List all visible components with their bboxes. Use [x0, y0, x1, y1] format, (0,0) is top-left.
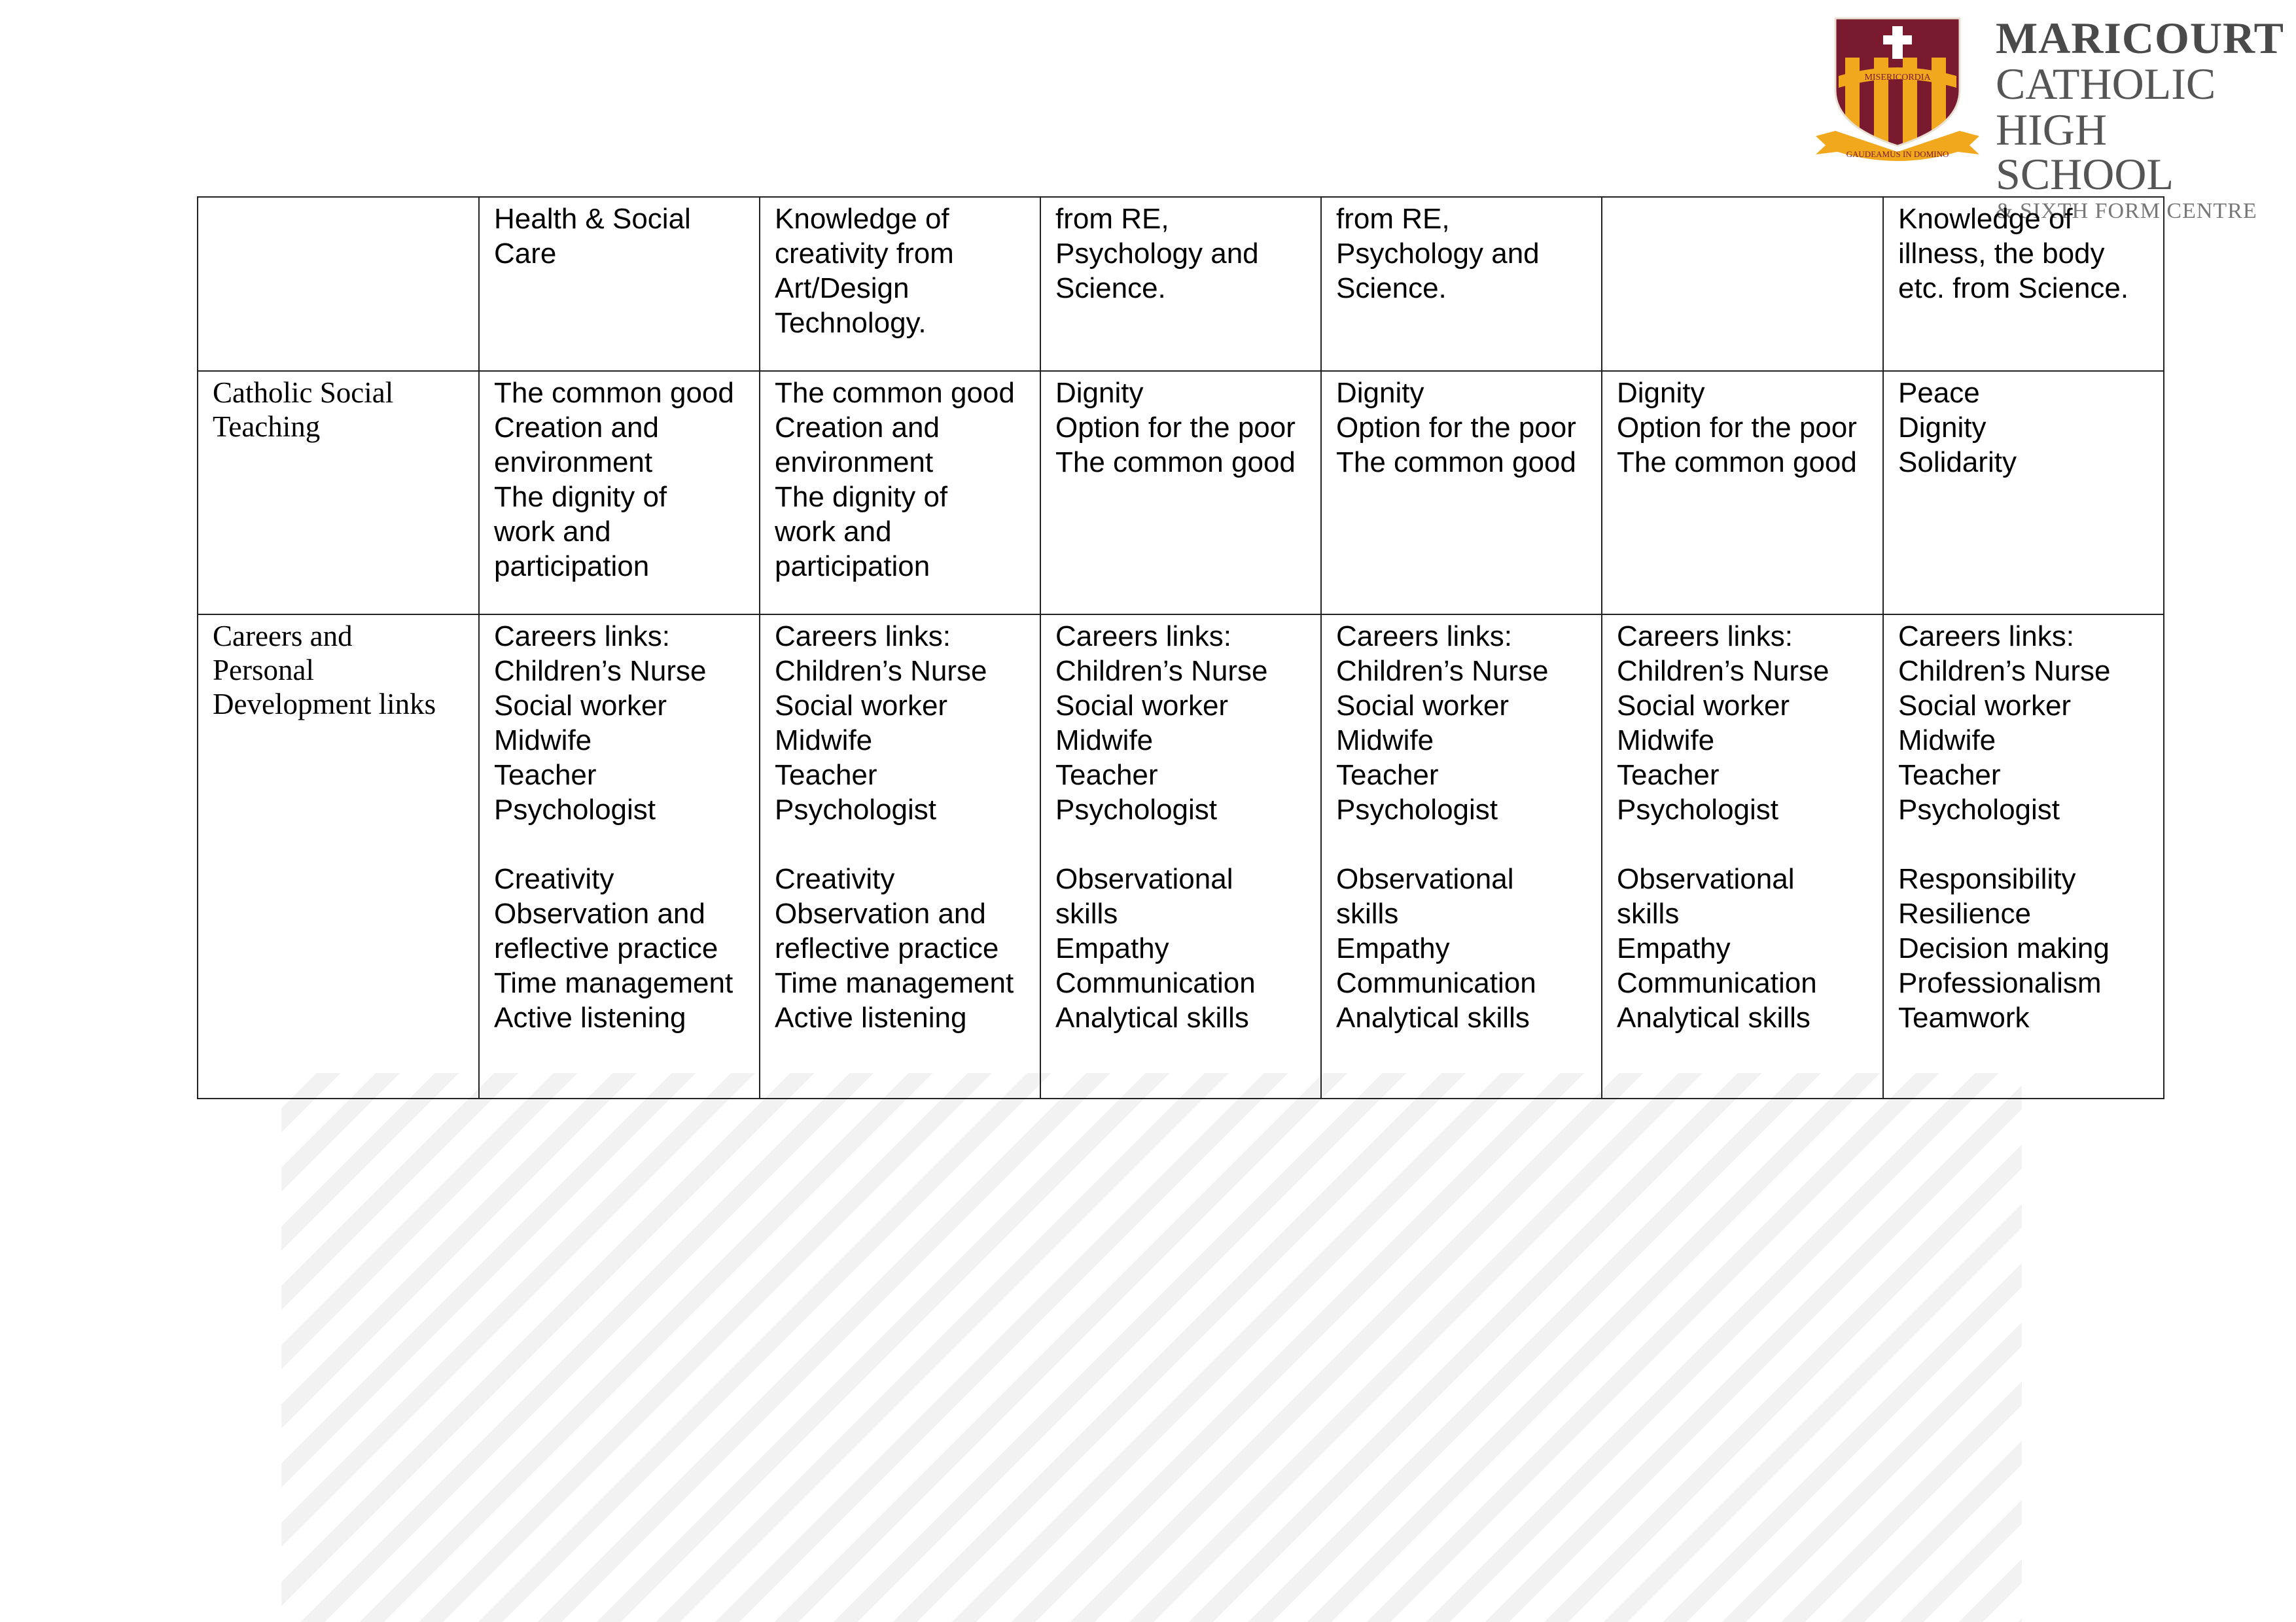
- school-logo: [1812, 12, 2285, 223]
- table-cell: Careers links: Children’s Nurse Social worker Midwife Teacher Psychologist Creativity Observation and reflective practice Time management Active listening: [760, 614, 1040, 1099]
- table-cell: Dignity Option for the poor The common good: [1321, 371, 1602, 614]
- table-cell: Peace Dignity Solidarity: [1883, 371, 2164, 614]
- row-label: Catholic Social Teaching: [198, 371, 479, 614]
- table-cell: Knowledge of creativity from Art/Design Technology.: [760, 197, 1040, 371]
- table-cell: Knowledge of illness, the body etc. from Science.: [1883, 197, 2164, 371]
- table-cell: The common good Creation and environment The dignity of work and participation: [479, 371, 760, 614]
- table-cell: from RE, Psychology and Science.: [1321, 197, 1602, 371]
- table-cell: Careers links: Children’s Nurse Social worker Midwife Teacher Psychologist Responsibility Resilience Decision making Professionalism Teamwork: [1883, 614, 2164, 1099]
- row-label: Careers and Personal Development links: [198, 614, 479, 1099]
- background-watermark: [281, 1073, 2022, 1622]
- table-cell: Health & Social Care: [479, 197, 760, 371]
- curriculum-table: [197, 196, 2164, 1099]
- table-cell: Dignity Option for the poor The common good: [1040, 371, 1321, 614]
- table-row: [198, 371, 2164, 614]
- table-row: [198, 197, 2164, 371]
- school-name-line1: MARICOURT: [1996, 13, 2285, 63]
- table-cell: [1602, 197, 1883, 371]
- crest-icon: [1812, 12, 1983, 169]
- table-cell: The common good Creation and environment The dignity of work and participation: [760, 371, 1040, 614]
- school-name: [1996, 13, 2285, 223]
- table-cell: Careers links: Children’s Nurse Social worker Midwife Teacher Psychologist Observational skills Empathy Communication Analytical skills: [1602, 614, 1883, 1099]
- svg-text:GAUDEAMUS IN DOMINO: GAUDEAMUS IN DOMINO: [1846, 149, 1949, 159]
- table-cell: from RE, Psychology and Science.: [1040, 197, 1321, 371]
- table-cell: Dignity Option for the poor The common good: [1602, 371, 1883, 614]
- school-name-line4: & SIXTH FORM CENTRE: [1996, 199, 2257, 223]
- table-cell: Careers links: Children’s Nurse Social worker Midwife Teacher Psychologist Creativity Observation and reflective practice Time management Active listening: [479, 614, 760, 1099]
- school-name-line3: HIGH SCHOOL: [1996, 105, 2174, 199]
- table-cell: Careers links: Children’s Nurse Social worker Midwife Teacher Psychologist Observational skills Empathy Communication Analytical skills: [1040, 614, 1321, 1099]
- row-label: [198, 197, 479, 371]
- table-row: [198, 614, 2164, 1099]
- school-name-line2: CATHOLIC: [1996, 59, 2216, 109]
- svg-text:MISERICORDIA: MISERICORDIA: [1864, 73, 1931, 82]
- table-cell: Careers links: Children’s Nurse Social worker Midwife Teacher Psychologist Observational skills Empathy Communication Analytical skills: [1321, 614, 1602, 1099]
